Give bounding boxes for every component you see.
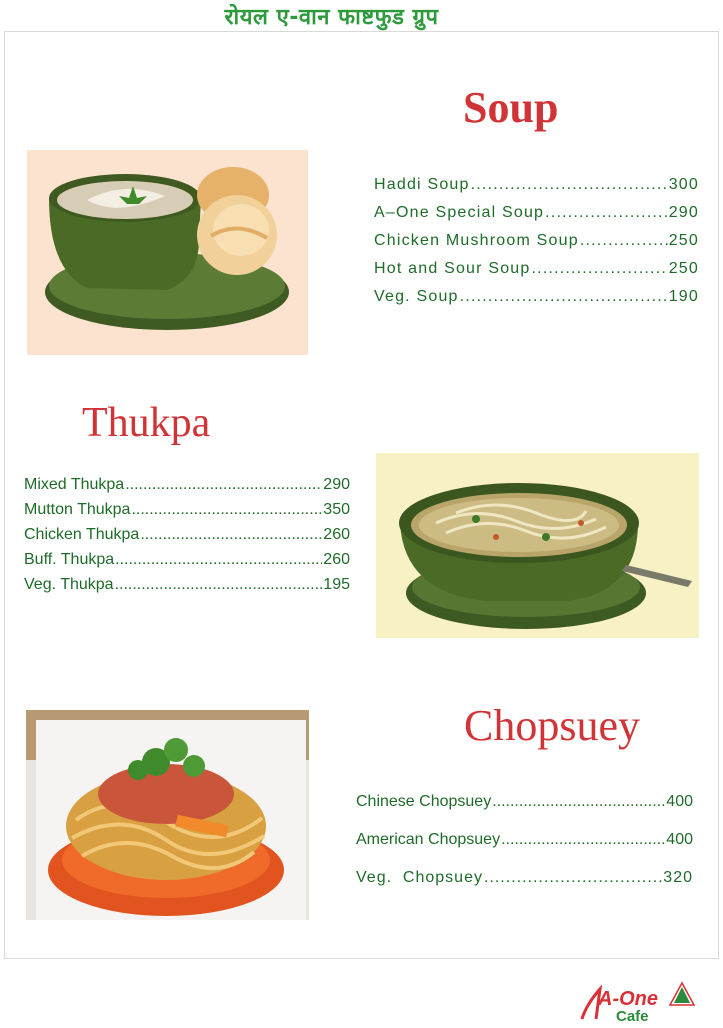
- thukpa-menu: [24, 476, 350, 601]
- tree-icon: [674, 987, 690, 1003]
- chopsuey-title: Chopsuey: [464, 701, 640, 750]
- group-name-text: रोयल ए-वान फाष्टफुड ग्रुप: [224, 5, 439, 30]
- chopsuey-photo: [26, 710, 309, 920]
- leader-dots: [471, 176, 668, 194]
- item-name: Mixed Thukpa: [24, 476, 125, 493]
- item-name: Buff. Thukpa: [24, 551, 115, 568]
- item-price: 250: [668, 260, 699, 277]
- leader-dots: [492, 793, 665, 811]
- leader-dots: [532, 260, 668, 278]
- item-price: 250: [668, 232, 699, 249]
- leader-dots: [545, 204, 668, 222]
- list-item: [356, 869, 693, 907]
- item-price: 290: [668, 204, 699, 221]
- leader-dots: [131, 501, 322, 519]
- item-name: Chicken Mushroom Soup: [374, 232, 579, 249]
- leader-dots: [115, 551, 322, 569]
- item-price: 195: [323, 576, 350, 593]
- item-name: Veg. Chopsuey: [356, 869, 483, 886]
- leader-dots: [140, 526, 322, 544]
- item-name: Haddi Soup: [374, 176, 470, 193]
- list-item: [374, 288, 699, 316]
- list-item: [24, 526, 350, 551]
- thukpa-title: Thukpa: [82, 400, 211, 446]
- item-price: 290: [323, 476, 350, 493]
- a-one-cafe-logo: [578, 975, 698, 1023]
- item-name: Chinese Chopsuey: [356, 793, 492, 810]
- item-name: Veg. Soup: [374, 288, 459, 305]
- item-price: 190: [668, 288, 699, 305]
- item-price: 350: [323, 501, 350, 518]
- leader-dots: [580, 232, 668, 250]
- item-name: American Chopsuey: [356, 831, 501, 848]
- item-price: 260: [323, 551, 350, 568]
- item-name: Chicken Thukpa: [24, 526, 140, 543]
- list-item: [24, 501, 350, 526]
- leader-dots: [125, 476, 322, 494]
- item-name: A–One Special Soup: [374, 204, 545, 221]
- item-name: Hot and Sour Soup: [374, 260, 531, 277]
- soup-photo: [27, 150, 308, 355]
- thukpa-photo: [376, 453, 699, 638]
- item-price: 260: [323, 526, 350, 543]
- list-item: [356, 831, 693, 869]
- leader-dots: [460, 288, 668, 306]
- item-price: 400: [666, 831, 693, 848]
- list-item: [374, 176, 699, 204]
- leader-dots: [484, 869, 662, 887]
- list-item: [24, 476, 350, 501]
- logo-line1: A-One: [598, 988, 658, 1010]
- list-item: [356, 793, 693, 831]
- logo-line2: Cafe: [616, 1008, 649, 1023]
- list-item: [374, 232, 699, 260]
- list-item: [24, 576, 350, 601]
- item-name: Mutton Thukpa: [24, 501, 131, 518]
- item-price: 400: [666, 793, 693, 810]
- item-price: 320: [663, 869, 693, 886]
- group-name-banner: [0, 0, 723, 30]
- chopsuey-menu: [356, 793, 693, 907]
- item-price: 300: [668, 176, 699, 193]
- item-name: Veg. Thukpa: [24, 576, 114, 593]
- leader-dots: [501, 831, 665, 849]
- list-item: [374, 204, 699, 232]
- list-item: [374, 260, 699, 288]
- soup-menu: [374, 176, 699, 316]
- leader-dots: [115, 576, 323, 594]
- soup-title: Soup: [463, 83, 559, 132]
- list-item: [24, 551, 350, 576]
